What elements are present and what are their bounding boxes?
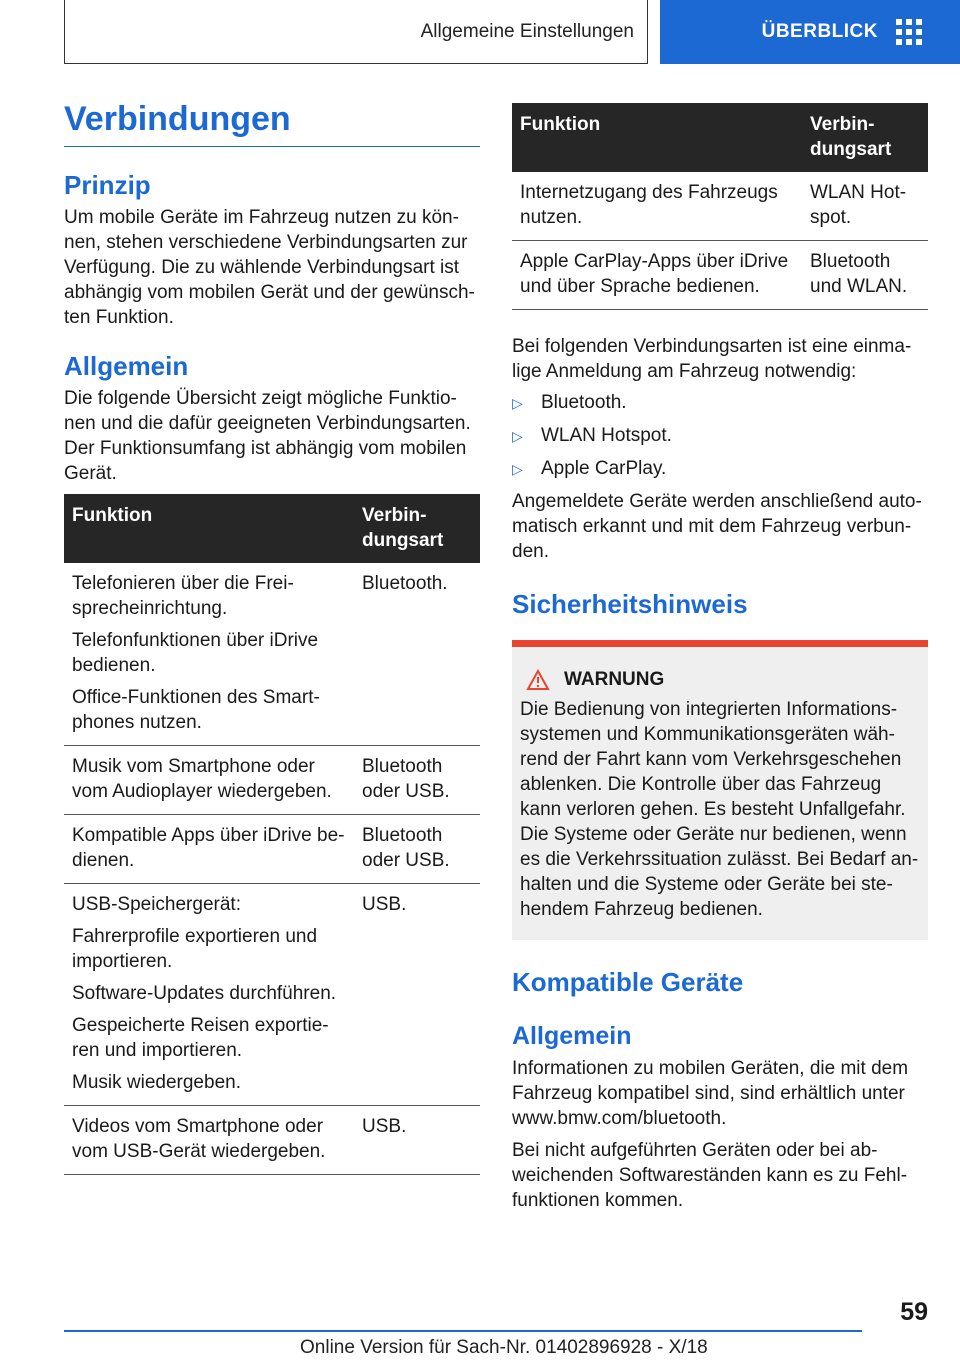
cell-text: USB-Speichergerät:: [72, 894, 241, 915]
prinzip-heading: Prinzip: [64, 170, 151, 200]
triangle-bullet-icon: ▷: [512, 461, 523, 477]
warning-label: WARNUNG: [564, 669, 665, 690]
grid-icon: [896, 19, 922, 45]
cell-text: Apple CarPlay-Apps über iDrive und über Sprache bedienen.: [520, 251, 789, 297]
table-row: [64, 1106, 480, 1175]
angemeldet-text: Angemeldete Geräte werden anschließend auto-matisch erkannt und mit dem Fahrzeug verbun-den.: [512, 491, 922, 562]
header-section-tab: [64, 0, 648, 64]
triangle-bullet-icon: ▷: [512, 428, 523, 444]
cell-funktion: [64, 815, 354, 884]
table-row: [64, 884, 480, 1106]
warning-header: [520, 669, 920, 691]
col-header-verbindungsart: Verbin- dungsart: [802, 103, 928, 172]
kompatibel-subheading: Allgemein: [512, 1022, 632, 1050]
sicherheit-heading: Sicherheitshinweis: [512, 589, 748, 619]
kompatibel-heading: Kompatible Geräte: [512, 967, 744, 997]
cell-verbindungsart: USB.: [354, 884, 480, 1106]
list-item: ▷ WLAN Hotspot.: [512, 423, 928, 449]
cell-text: Musik vom Smartphone oder vom Audioplayer wiedergeben.: [72, 756, 332, 802]
connection-type-list: [512, 390, 928, 482]
warning-triangle-icon: [526, 669, 550, 691]
table-row: [512, 241, 928, 310]
cell-text: Videos vom Smartphone oder vom USB-Gerät wiedergeben.: [72, 1116, 326, 1162]
warning-text: Die Bedienung von integrierten Informations-systemen und Kommunikationsgeräten wäh-rend der Fahrt kann vom Verkehrsgeschehen ablenken. Die Kontrolle über das Fahrzeug kann verloren gehen. Es besteht Unfallgefahr. Die Systeme oder Geräte nur bedienen, wenn es die Verkehrssituation zulässt. Bei Bedarf an-halten und die Systeme oder Geräte bei ste-hendem Fahrzeug bedienen.: [520, 699, 919, 920]
cell-text: Software-Updates durchführen.: [72, 983, 337, 1004]
footer-divider: [64, 1330, 862, 1332]
footer-text: Online Version für Sach-Nr. 01402896928 - X/18: [300, 1337, 708, 1358]
overview-nav-label: ÜBERBLICK: [761, 21, 878, 42]
kompatibel-text-1: Informationen zu mobilen Geräten, die mit dem Fahrzeug kompatibel sind, sind erhältlich unter www.bmw.com/bluetooth.: [512, 1058, 909, 1129]
col-header-funktion: Funktion: [512, 103, 802, 172]
cell-text: Fahrerprofile exportieren und importieren.: [72, 926, 318, 972]
overview-nav-button[interactable]: [660, 0, 960, 64]
list-item: ▷ Bluetooth.: [512, 390, 928, 416]
page-number: 59: [900, 1298, 928, 1326]
cell-verbindungsart: USB.: [354, 1106, 480, 1175]
cell-funktion: [64, 563, 354, 746]
cell-verbindungsart: Bluetooth.: [354, 563, 480, 746]
triangle-bullet-icon: ▷: [512, 395, 523, 411]
cell-verbindungsart: Bluetooth und WLAN.: [802, 241, 928, 310]
table-row: [64, 563, 480, 746]
cell-funktion: [64, 1106, 354, 1175]
cell-text: Telefonieren über die Frei-sprecheinrichtung.: [72, 573, 294, 619]
cell-verbindungsart: WLAN Hot-spot.: [802, 172, 928, 241]
allgemein-heading: Allgemein: [64, 351, 189, 381]
table-row: [512, 172, 928, 241]
cell-funktion: [512, 241, 802, 310]
cell-verbindungsart: Bluetooth oder USB.: [354, 746, 480, 815]
prinzip-text: Um mobile Geräte im Fahrzeug nutzen zu kön-nen, stehen verschiedene Verbindungsarten zur Verfügung. Die zu wählende Verbindungsart ist abhängig vom mobilen Gerät und der gewünsch-ten Funktion.: [64, 207, 475, 328]
allgemein-text: Die folgende Übersicht zeigt mögliche Funktio-nen und die dafür geeigneten Verbindungsarten. Der Funktionsumfang ist abhängig vom mobilen Gerät.: [64, 388, 471, 484]
col-header-funktion: Funktion: [64, 494, 354, 563]
left-column: [64, 98, 480, 1175]
cell-text: Kompatible Apps über iDrive be-dienen.: [72, 825, 345, 871]
page-title: Verbindungen: [64, 98, 480, 147]
cell-text: Internetzugang des Fahrzeugs nutzen.: [520, 182, 778, 228]
cell-verbindungsart: Bluetooth oder USB.: [354, 815, 480, 884]
cell-text: Gespeicherte Reisen exportie-ren und importieren.: [72, 1015, 329, 1061]
connection-table-right: [512, 103, 928, 310]
warning-box: [512, 640, 928, 940]
table-row: [64, 815, 480, 884]
connection-table-left: [64, 494, 480, 1175]
header-section-title: Allgemeine Einstellungen: [420, 20, 634, 42]
cell-text: Telefonfunktionen über iDrive bedienen.: [72, 630, 319, 676]
list-item: ▷ Apple CarPlay.: [512, 456, 928, 482]
cell-funktion: [64, 746, 354, 815]
right-column: [512, 103, 928, 1213]
cell-text: Musik wiedergeben.: [72, 1072, 241, 1093]
cell-funktion: [512, 172, 802, 241]
cell-funktion: [64, 884, 354, 1106]
table-row: [64, 746, 480, 815]
kompatibel-text-2: Bei nicht aufgeführten Geräten oder bei ab-weichenden Softwareständen kann es zu Fehl-funktionen kommen.: [512, 1140, 908, 1211]
anmeldung-text: Bei folgenden Verbindungsarten ist eine einma-lige Anmeldung am Fahrzeug notwendig:: [512, 336, 912, 382]
col-header-verbindungsart: Verbin- dungsart: [354, 494, 480, 563]
cell-text: Office-Funktionen des Smart-phones nutzen.: [72, 687, 320, 733]
